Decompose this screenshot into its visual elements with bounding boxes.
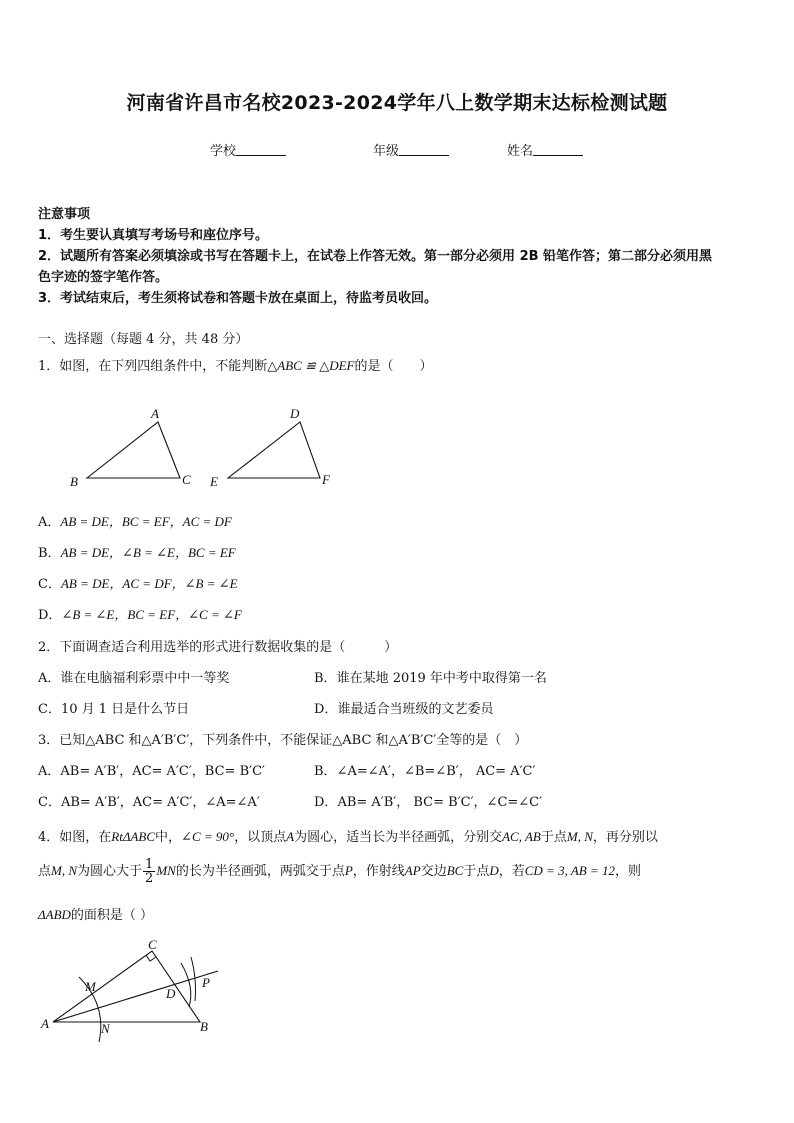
- q1-option-b-text: AB = DE，∠B = ∠E，BC = EF: [60, 545, 236, 560]
- q4-text: 于点: [540, 830, 567, 845]
- label-b: B: [200, 1019, 208, 1034]
- q1-option-d[interactable]: [38, 604, 242, 623]
- label-c: C: [148, 937, 157, 952]
- q3-option-b[interactable]: [314, 760, 535, 779]
- label-a: A: [151, 406, 159, 421]
- notice-heading: 注意事项: [38, 207, 91, 222]
- q1-option-d-letter: D．: [38, 608, 62, 623]
- fraction-denominator: 2: [145, 871, 154, 886]
- q4-text: 的面积是（ ）: [70, 908, 154, 923]
- label-m: M: [85, 979, 96, 994]
- q4-math: CD = 3, AB = 12: [524, 863, 616, 878]
- q3-option-a-letter: A．: [38, 764, 61, 779]
- school-field[interactable]: [210, 140, 286, 159]
- q4-math: ΔABD: [38, 907, 71, 922]
- question-4-line-3: [38, 904, 153, 923]
- notice-item-2: 2．试题所有答案必须填涂或书写在答题卡上，在试卷上作答无效。第一部分必须用 2B 铅笔作答；第二部分必须用黑: [38, 249, 713, 264]
- q2-option-d-text: 谁最适合当班级的文艺委员: [337, 702, 494, 717]
- q4-text: 的长为半径画弧，两弧交于点: [175, 864, 345, 879]
- q2-option-b-text: 谁在某地 2019 年中考中取得第一名: [336, 671, 547, 686]
- q3-option-d-letter: D．: [314, 795, 338, 810]
- school-label: 学校: [210, 144, 237, 159]
- q1-option-c-letter: C．: [38, 577, 61, 592]
- q4-math: ∠C = 90°: [181, 829, 235, 844]
- q4-text: ，以顶点: [234, 830, 287, 845]
- label-n: N: [101, 1021, 110, 1036]
- q2-option-d[interactable]: [314, 698, 493, 717]
- q4-math: RtΔABC: [111, 829, 156, 844]
- q1-option-c-text: AB = DE，AC = DF，∠B = ∠E: [60, 576, 238, 591]
- q4-text: ，再分别以: [592, 830, 658, 845]
- q2-option-c[interactable]: [38, 698, 189, 717]
- q2-option-a-letter: A．: [38, 671, 61, 686]
- triangle-abc: [87, 422, 180, 478]
- label-d: D: [166, 986, 176, 1001]
- name-blank[interactable]: [533, 143, 583, 156]
- label-c: C: [182, 472, 191, 487]
- grade-blank[interactable]: [399, 143, 449, 156]
- q4-math: AC, AB: [502, 829, 541, 844]
- q1-option-c[interactable]: [38, 573, 238, 592]
- q4-text: 于点: [463, 864, 490, 879]
- name-field[interactable]: [507, 140, 583, 159]
- q4-math: P: [344, 863, 353, 878]
- question-2-stem: 2．下面调查适合利用选举的形式进行数据收集的是（ ）: [38, 640, 398, 655]
- label-b: B: [70, 474, 78, 489]
- section-heading: 一、选择题（每题 4 分，共 48 分）: [38, 332, 249, 347]
- triangle-abc-right: [53, 951, 200, 1022]
- q2-option-b[interactable]: [314, 667, 547, 686]
- right-angle-mark: [146, 955, 156, 961]
- question-3-stem: 3．已知△ABC 和△A′B′C′，下列条件中，不能保证△ABC 和△A′B′C′全等的是（ ）: [38, 733, 528, 748]
- q1-option-b-letter: B．: [38, 546, 61, 561]
- q3-option-c[interactable]: [38, 791, 260, 810]
- q1-stem-pre: 1．如图，在下列四组条件中，不能判断: [38, 359, 268, 374]
- q3-option-d-text: AB= A′B′， BC= B′C′，∠C=∠C′: [337, 795, 543, 810]
- label-d: D: [290, 406, 300, 421]
- q1-option-a-text: AB = DE，BC = EF，AC = DF: [60, 514, 232, 529]
- q4-math: A: [286, 829, 295, 844]
- notice-item-3: 3．考试结束后，考生须将试卷和答题卡放在桌面上，待监考员收回。: [38, 291, 438, 306]
- q4-text: 4．如图，在: [38, 830, 112, 845]
- q4-text: 中，: [155, 830, 182, 845]
- q4-text: ，作射线: [352, 864, 405, 879]
- q2-option-d-letter: D．: [314, 702, 338, 717]
- page-title: 河南省许昌市名校2023-2024学年八上数学期末达标检测试题: [126, 92, 668, 114]
- q1-option-b[interactable]: [38, 542, 236, 561]
- q2-option-c-letter: C．: [38, 702, 61, 717]
- q3-option-b-letter: B．: [314, 764, 337, 779]
- ray-ap: [53, 971, 218, 1022]
- q2-option-c-text: 10 月 1 日是什么节日: [60, 702, 190, 717]
- q3-option-c-letter: C．: [38, 795, 61, 810]
- question-4-line-1: [38, 826, 658, 845]
- notice-item-1: 1．考生要认真填写考场号和座位序号。: [38, 228, 269, 243]
- q4-math: M, N: [51, 863, 78, 878]
- q4-text: ，则: [615, 864, 642, 879]
- label-e: E: [210, 474, 218, 489]
- q4-text: ，若: [498, 864, 525, 879]
- grade-field[interactable]: [373, 140, 449, 159]
- fraction-numerator: 1: [145, 857, 154, 872]
- q4-text: 交边: [420, 864, 447, 879]
- q1-option-d-text: ∠B = ∠E，BC = EF，∠C = ∠F: [61, 607, 242, 622]
- label-p: P: [202, 975, 210, 990]
- q3-option-a[interactable]: [38, 760, 265, 779]
- label-f: F: [322, 472, 330, 487]
- question-4-line-2: [38, 858, 641, 885]
- q4-math: M, N: [566, 829, 593, 844]
- q1-stem-post: 的是（ ）: [354, 359, 433, 374]
- q4-figure: [35, 935, 235, 1045]
- q4-text: 为圆心，适当长为半径画弧，分别交: [294, 830, 503, 845]
- q4-math: MN: [156, 863, 176, 878]
- q1-triangles-figure: [60, 400, 360, 495]
- q3-option-b-text: ∠A=∠A′，∠B=∠B′， AC= A′C′: [336, 764, 536, 779]
- q2-option-a[interactable]: [38, 667, 229, 686]
- question-1-stem: [38, 355, 433, 374]
- triangle-def: [228, 422, 320, 478]
- q4-math: AP: [404, 863, 421, 878]
- q1-stem-math: △ABC ≌ △DEF: [267, 358, 355, 373]
- q4-math: BC: [446, 863, 464, 878]
- notice-item-2-cont: 色字迹的签字笔作答。: [38, 270, 169, 285]
- label-a: A: [41, 1016, 49, 1031]
- fraction-one-half: [143, 858, 155, 885]
- q2-option-a-text: 谁在电脑福利彩票中中一等奖: [60, 671, 230, 686]
- q4-text: 为圆心大于: [77, 864, 143, 879]
- school-blank[interactable]: [236, 143, 286, 156]
- q3-option-c-text: AB= A′B′，AC= A′C′，∠A=∠A′: [60, 795, 260, 810]
- q3-option-d[interactable]: [314, 791, 542, 810]
- q4-math: D: [489, 863, 499, 878]
- q3-option-a-text: AB= A′B′，AC= A′C′，BC= B′C′: [60, 764, 265, 779]
- name-label: 姓名: [507, 144, 534, 159]
- q1-option-a-letter: A．: [38, 515, 61, 530]
- q1-option-a[interactable]: [38, 511, 232, 530]
- q4-text: 点: [38, 864, 52, 879]
- grade-label: 年级: [373, 144, 400, 159]
- q2-option-b-letter: B．: [314, 671, 337, 686]
